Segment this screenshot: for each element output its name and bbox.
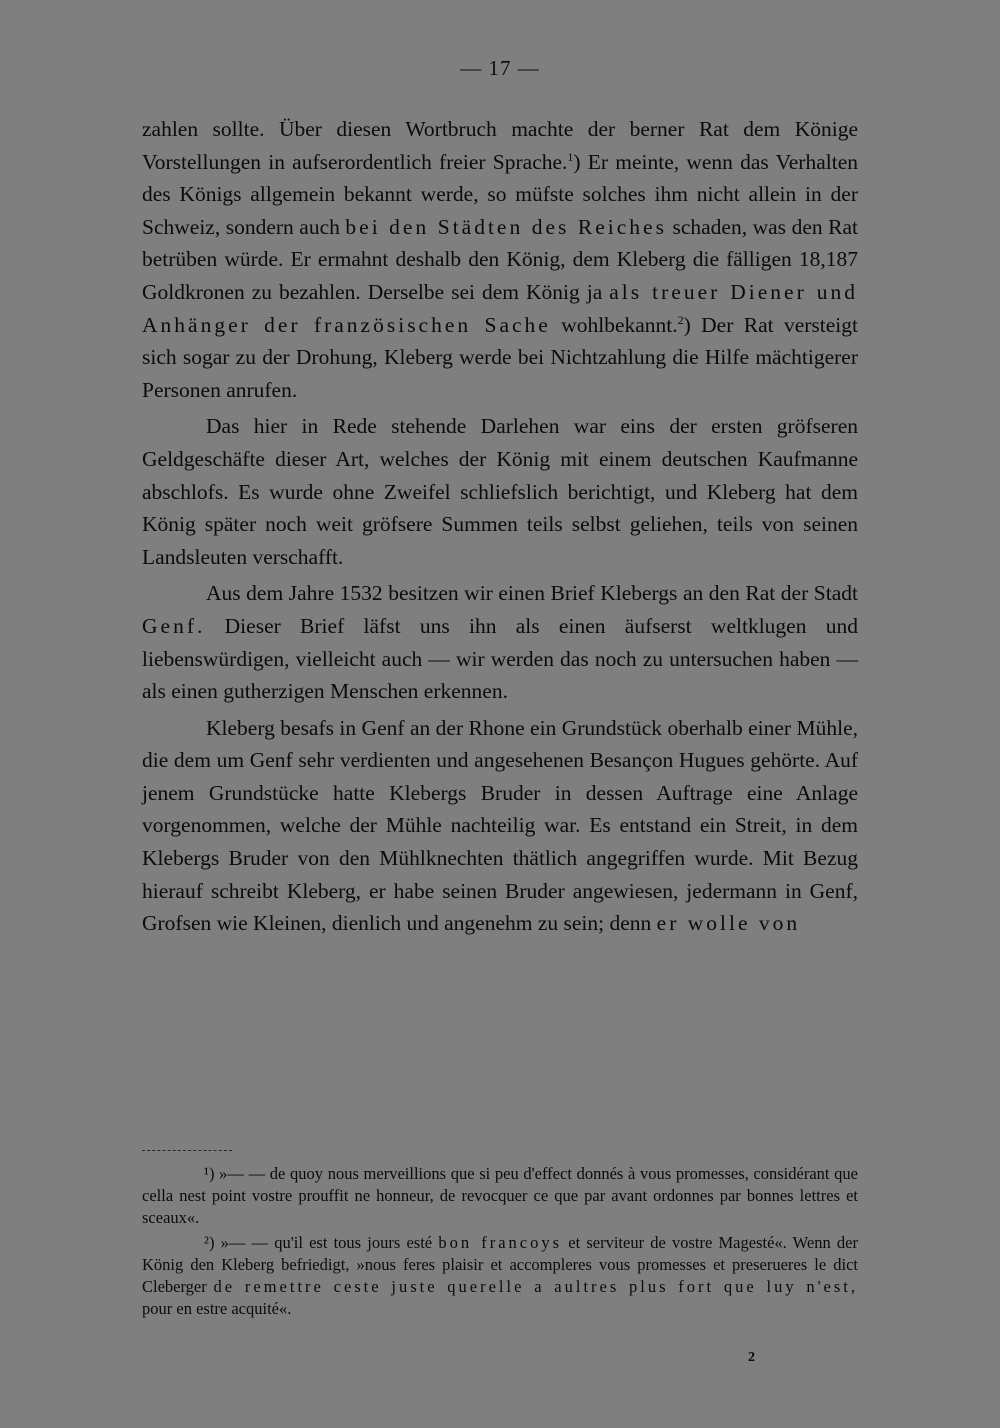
footnote-2-part-a: »— — qu'il est tous jours esté: [220, 1232, 433, 1252]
footnote-1-text: »— — de quoy nous merveillions que si peu d'effect donnés à vous promesses, considérant que cella nest point vostre prouffit ne honneur, de revocquer ce que par avant ordonnes par bonnes lettres et sceaux«.: [142, 1164, 858, 1228]
footnote-2-part-b: et serviteur de vostre Magesté«. Wenn der König den Kleberg befriedigt, »nous feres plaisir et accompleres vous promesses et preserueres le dict Cleberger: [142, 1232, 858, 1297]
paragraph-3: [142, 577, 858, 707]
paragraph-1-part-c: schaden, was den Rat betrüben würde. Er ermahnt deshalb den König, dem Kleberg die fälligen 18,187 Goldkronen zu bezahlen. Derselbe sei dem König ja: [142, 214, 858, 304]
footnote-2-marker: ²): [204, 1232, 215, 1252]
footnote-ref-1: 1: [567, 149, 574, 164]
footnote-divider: [142, 1150, 232, 1151]
paragraph-4-part-a: Kleberg besafs in Genf an der Rhone ein Grundstück oberhalb einer Mühle, die dem um Genf sehr verdienten und angesehenen Besançon Hugues gehörte. Auf jenem Grundstücke hatte Klebergs Bruder in dessen Auftrage eine Anlage vorgenommen, welche der Mühle nachteilig war. Es entstand ein Streit, in dem Klebergs Bruder von den Mühlknechten thätlich angegriffen wurde. Mit Bezug hierauf schreibt Kleberg, er habe seinen Bruder angewiesen, jedermann in Genf, Grofsen wie Kleinen, dienlich und angenehm zu sein; denn: [142, 715, 858, 936]
paragraph-1-part-d: wohlbekannt.: [561, 312, 678, 337]
footnote-1: [142, 1163, 858, 1230]
paragraph-1: [142, 113, 858, 406]
paragraph-1-part-a: zahlen sollte. Über diesen Wortbruch machte der berner Rat dem Könige Vorstellungen in aufserordentlich freier Sprache.: [142, 117, 858, 174]
page-number: — 17 —: [460, 56, 540, 80]
spaced-phrase-3: er wolle von: [656, 911, 801, 936]
paragraph-1-part-b: ) Er meinte, wenn das Verhalten des Königs allgemein bekannt werde, so müfste solches ihm nicht allein in der Schweiz, sondern auch: [142, 149, 858, 239]
paragraph-1-part-e: ) Der Rat versteigt sich sogar zu der Drohung, Kleberg werde bei Nichtzahlung die Hilfe mächtigerer Personen anrufen.: [142, 312, 858, 402]
footnote-ref-2: 2: [677, 312, 684, 327]
footnote-2: [142, 1232, 858, 1321]
footnote-2-spaced-1: bon francoys: [438, 1232, 563, 1252]
spaced-word-genf: Genf.: [142, 613, 206, 638]
footnote-2-spaced-2: de remettre ceste juste querelle a aultres plus fort que luy n'est,: [213, 1277, 859, 1297]
footnote-2-part-c: pour en estre acquité«.: [142, 1299, 292, 1319]
main-text: [142, 113, 858, 940]
paragraph-3-part-b: Dieser Brief läfst uns ihn als einen äufserst weltklugen und liebenswürdigen, vielleicht auch — wir werden das noch zu untersuchen haben — als einen gutherzigen Menschen erkennen.: [142, 613, 859, 704]
footnote-1-marker: ¹): [204, 1164, 215, 1183]
spaced-phrase-2: als treuer Diener und Anhänger der französischen Sache: [142, 279, 858, 337]
paragraph-4: [142, 712, 858, 940]
footnotes: [142, 1163, 858, 1322]
paragraph-3-part-a: Aus dem Jahre 1532 besitzen wir einen Brief Klebergs an den Rat der Stadt: [206, 581, 858, 606]
paragraph-2: Das hier in Rede stehende Darlehen war eins der ersten gröfseren Geldgeschäfte dieser Art, welches der König mit einem deutschen Kaufmanne abschlofs. Es wurde ohne Zweifel schliefslich berichtigt, und Kleberg hat dem König später noch weit gröfsere Summen teils selbst geliehen, teils von seinen Landsleuten verschafft.: [142, 414, 858, 569]
printer-signature: 2: [748, 1350, 755, 1365]
spaced-phrase-1: bei den Städten des Reiches: [345, 214, 667, 239]
